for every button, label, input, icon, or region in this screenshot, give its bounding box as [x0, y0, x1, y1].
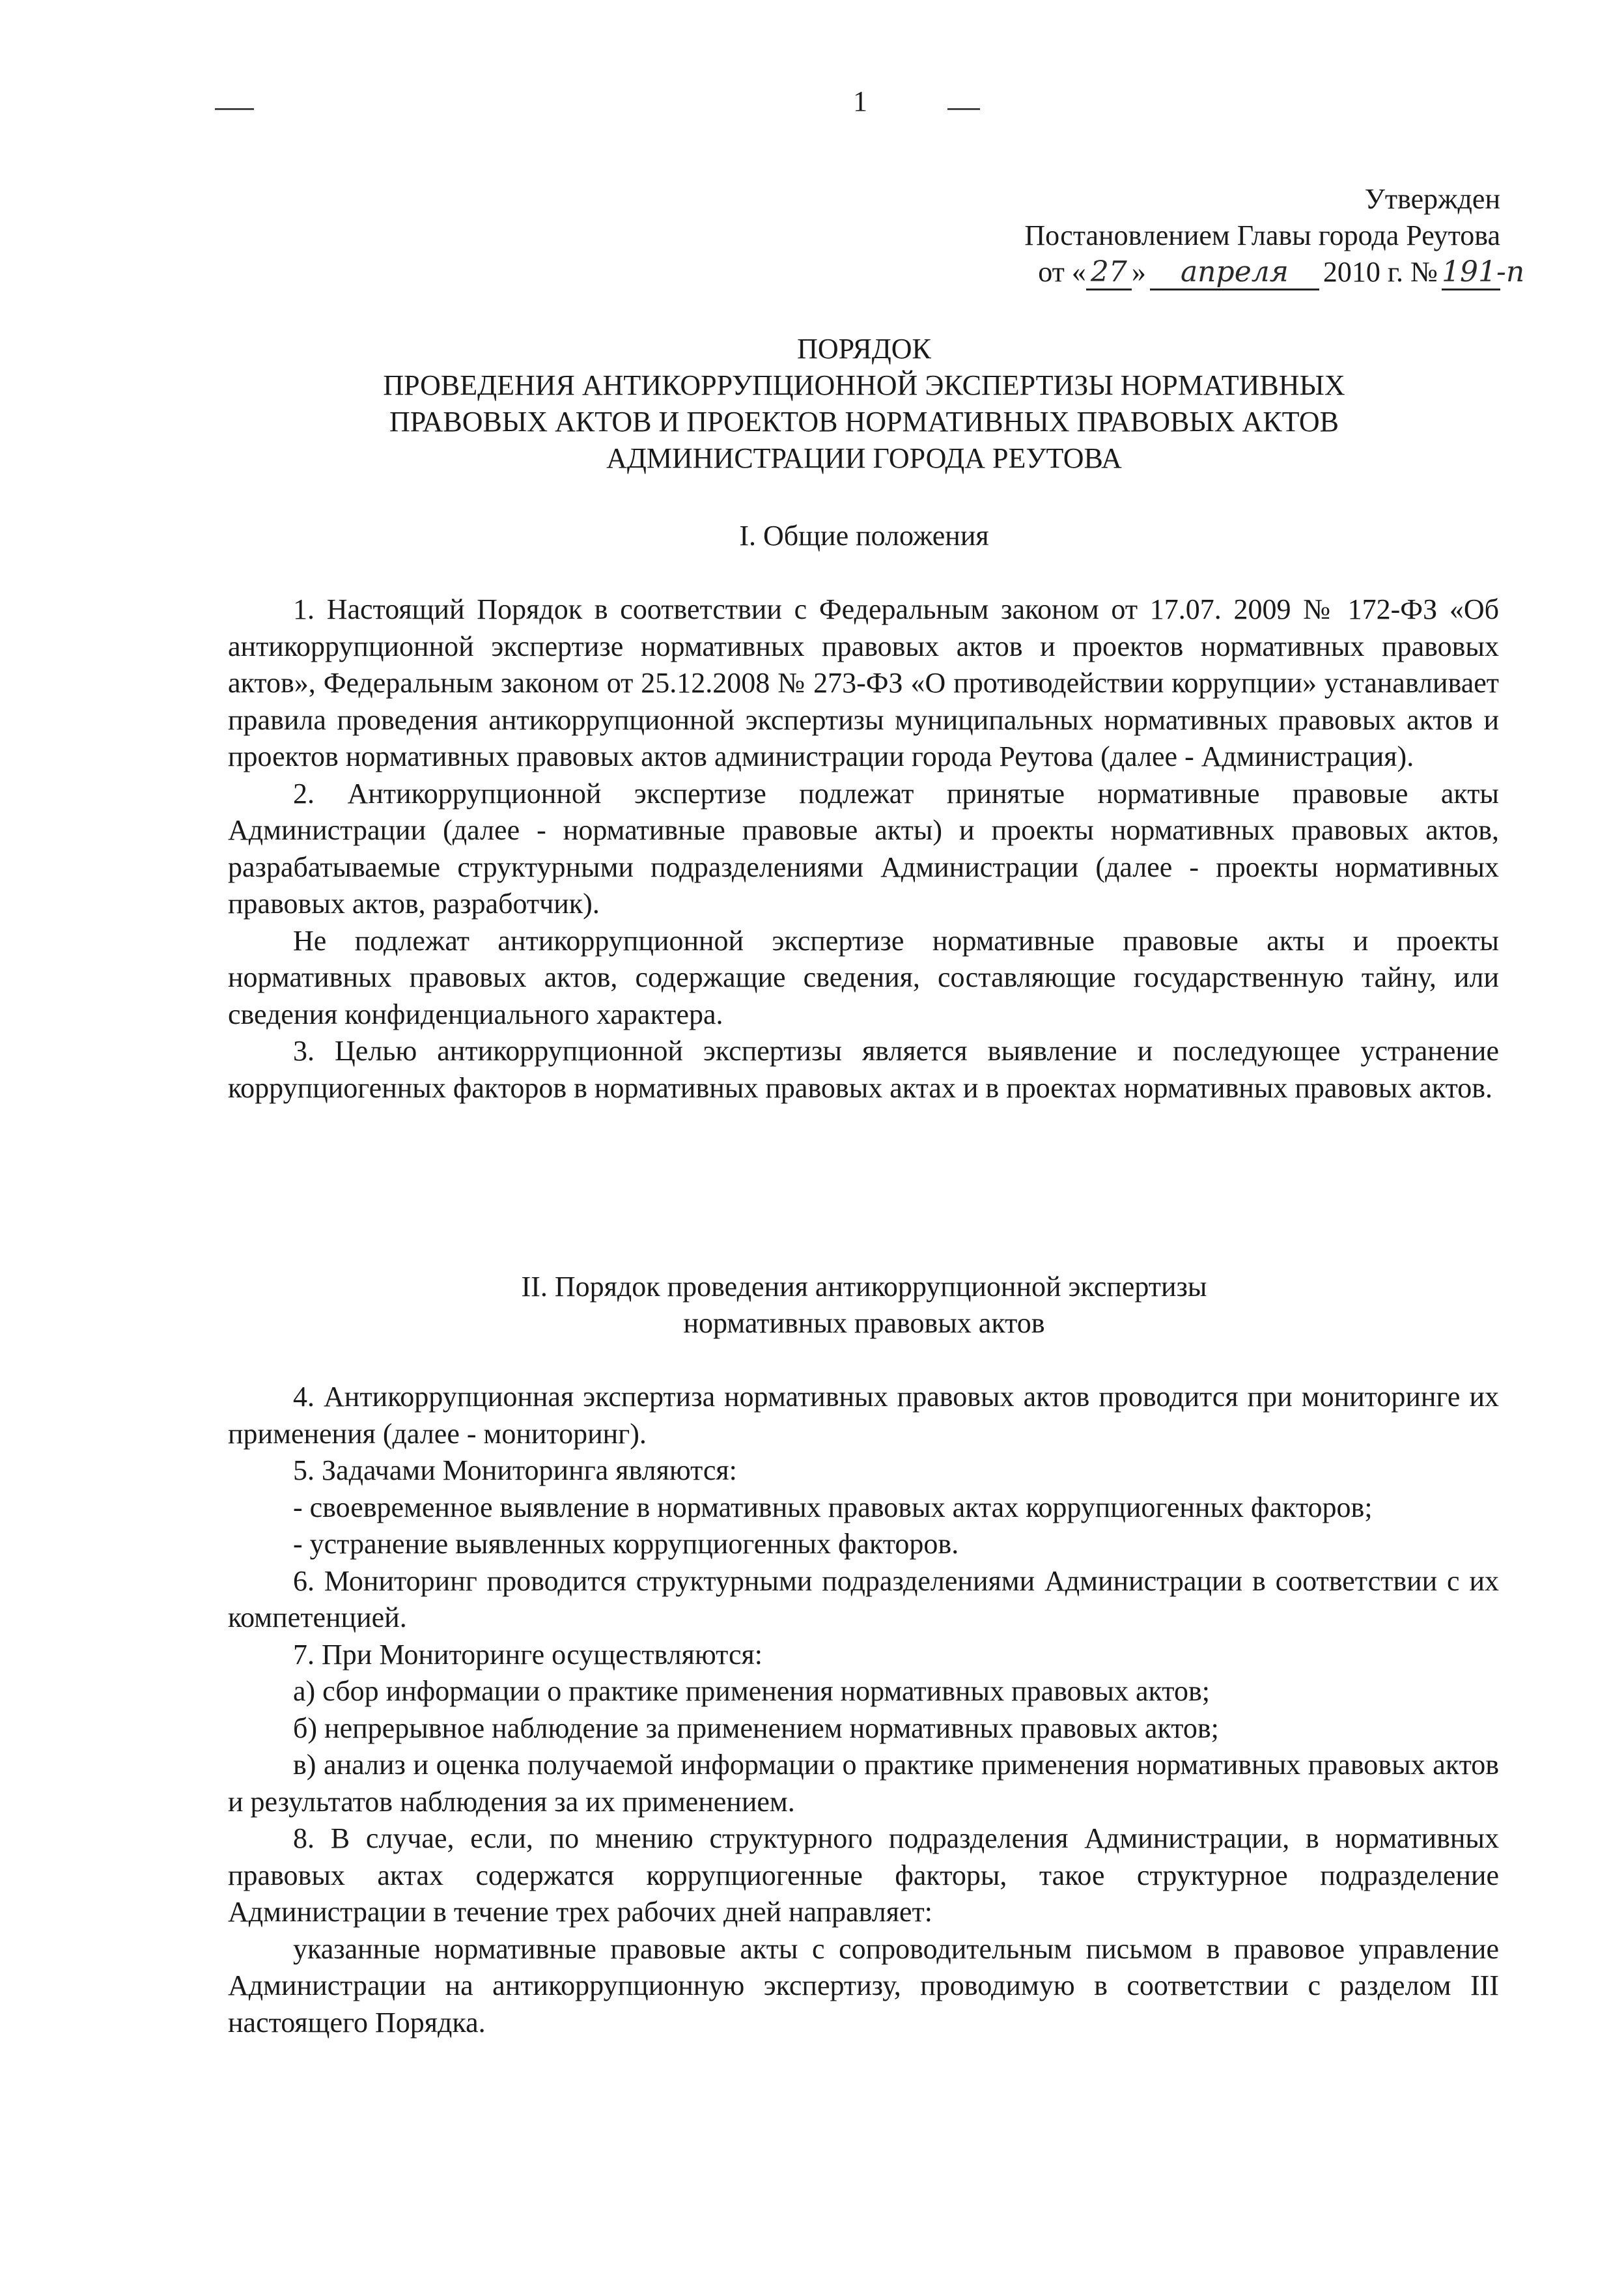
paragraph: - своевременное выявление в нормативных правовых актах коррупциогенных факторов;: [293, 1491, 1373, 1523]
handwritten-month: апреля: [1150, 256, 1319, 290]
paragraph: б) непрерывное наблюдение за применением нормативных правовых актов;: [293, 1712, 1219, 1744]
paragraph: 2. Антикоррупционной экспертизе подлежат принятые нормативные правовые акты Администрации (далее - нормативные правовые акты) и проекты нормативных правовых актов, разрабатываемые структурными подразделениями Администрации (далее - проекты нормативных правовых актов, разработчик).: [228, 777, 1499, 920]
section-2-heading: [228, 1269, 1500, 1342]
date-prefix: от «: [1038, 256, 1086, 288]
paragraph: 7. При Мониторинге осуществляются:: [293, 1638, 763, 1671]
handwritten-doc-number: 191-п: [1442, 256, 1500, 290]
title-line-4: АДМИНИСТРАЦИИ ГОРОДА РЕУТОВА: [606, 442, 1122, 474]
paragraph: 6. Мониторинг проводится структурными подразделениями Администрации в соответствии с их компетенцией.: [228, 1564, 1499, 1633]
paragraph: 5. Задачами Мониторинга являются:: [293, 1454, 737, 1486]
document-title: [228, 331, 1500, 477]
paragraph: - устранение выявленных коррупциогенных факторов.: [293, 1528, 959, 1560]
scan-mark: [215, 108, 254, 110]
paragraph: Не подлежат антикоррупционной экспертизе нормативные правовые акты и проекты нормативных правовых актов, содержащие сведения, составляющие государственную тайну, или сведения конфиденциального характера.: [228, 924, 1499, 1030]
section-2-body: [228, 1379, 1499, 2041]
section-2-heading-line-1: II. Порядок проведения антикоррупционной экспертизы: [521, 1271, 1207, 1303]
paragraph: 8. В случае, если, по мнению структурного подразделения Администрации, в нормативных правовых актах содержатся коррупциогенные факторы, такое структурное подразделение Администрации в течение трех рабочих дней направляет:: [228, 1822, 1499, 1928]
handwritten-day: 27: [1086, 256, 1132, 290]
approval-line-1: Утвержден: [1364, 183, 1500, 215]
page-number: 1: [853, 85, 867, 117]
title-line-2: ПРОВЕДЕНИЯ АНТИКОРРУПЦИОННОЙ ЭКСПЕРТИЗЫ НОРМАТИВНЫХ: [383, 369, 1345, 401]
title-line-1: ПОРЯДОК: [797, 333, 931, 365]
title-line-3: ПРАВОВЫХ АКТОВ И ПРОЕКТОВ НОРМАТИВНЫХ ПРАВОВЫХ АКТОВ: [389, 406, 1339, 438]
paragraph: 4. Антикоррупционная экспертиза нормативных правовых актов проводится при мониторинге их применения (далее - мониторинг).: [228, 1381, 1499, 1450]
paragraph: в) анализ и оценка получаемой информации о практике применения нормативных правовых актов и результатов наблюдения за их применением.: [228, 1749, 1499, 1818]
paragraph: 1. Настоящий Порядок в соответствии с Федеральным законом от 17.07. 2009 № 172-ФЗ «Об антикоррупционной экспертизе нормативных правовых актов и проектов нормативных правовых актов», Федеральным законом от 25.12.2008 № 273-ФЗ «О противодействии коррупции» устанавливает правила проведения антикоррупционной экспертизы муниципальных нормативных правовых актов и проектов нормативных правовых актов администрации города Реутова (далее - Администрация).: [228, 593, 1499, 772]
paragraph: указанные нормативные правовые акты с сопроводительным письмом в правовое управление Администрации на антикоррупционную экспертизу, проводимую в соответствии с разделом III настоящего Порядка.: [228, 1932, 1499, 2038]
section-1-body: [228, 591, 1499, 1107]
section-1-heading: I. Общие положения: [739, 520, 989, 552]
date-year: 2010 г. №: [1323, 256, 1438, 288]
scan-mark: [947, 108, 980, 110]
date-mid: »: [1131, 256, 1146, 288]
section-2-heading-line-2: нормативных правовых актов: [683, 1307, 1045, 1339]
approval-block: [1024, 181, 1525, 290]
paragraph: 3. Целью антикоррупционной экспертизы является выявление и последующее устранение коррупциогенных факторов в нормативных правовых актах и в проектах нормативных правовых актов.: [228, 1035, 1499, 1104]
paragraph: а) сбор информации о практике применения нормативных правовых актов;: [293, 1675, 1210, 1707]
approval-date-line: [1024, 254, 1525, 290]
approval-line-2: Постановлением Главы города Реутова: [1024, 219, 1500, 251]
